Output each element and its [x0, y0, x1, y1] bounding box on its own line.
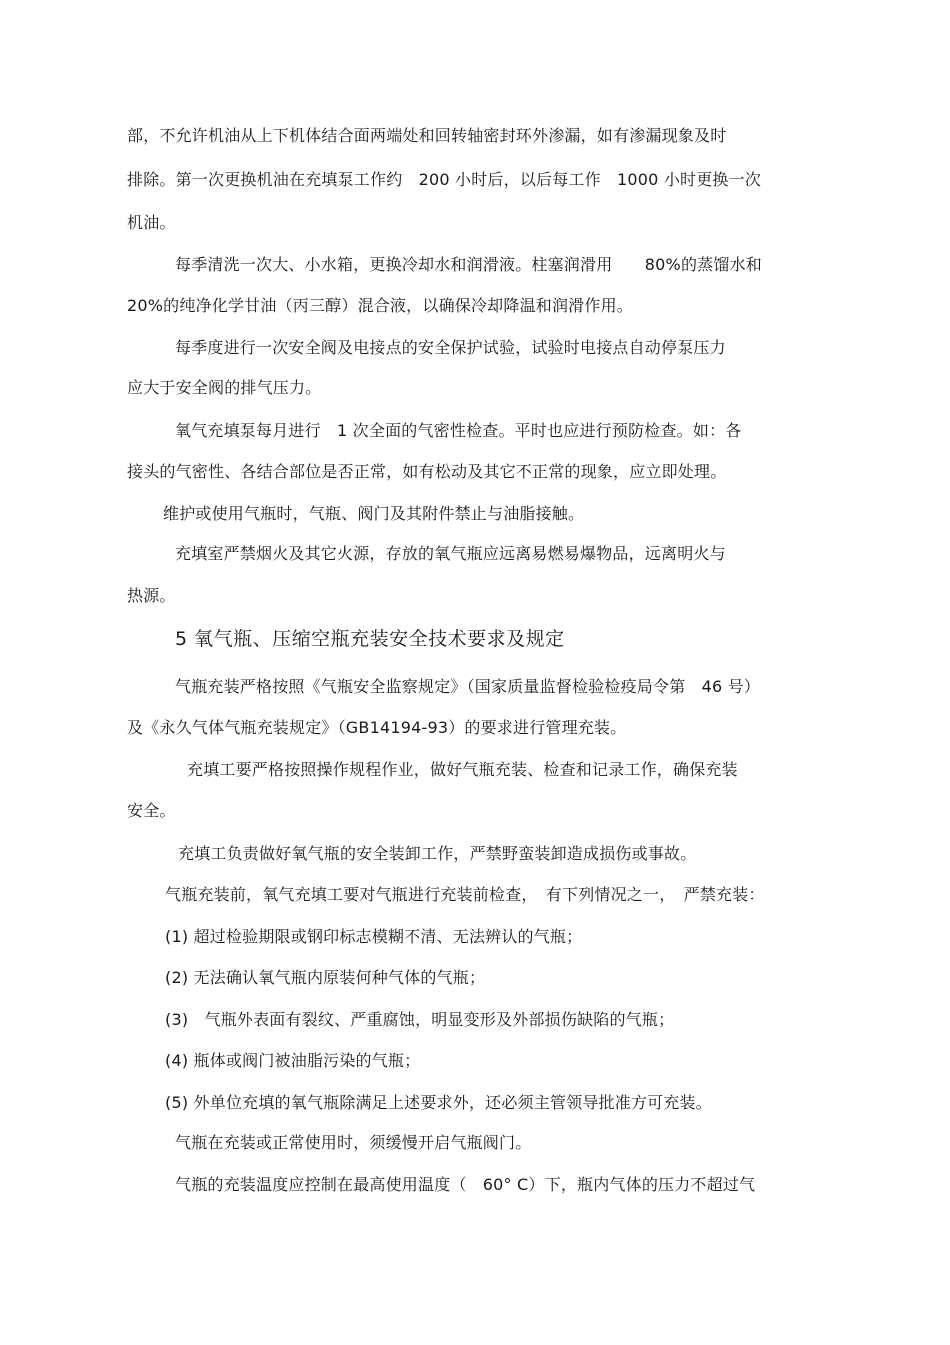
text-line: 20%的纯净化学甘油（丙三醇）混合液，以确保冷却降温和润滑作用。: [127, 296, 633, 315]
text-line: 机油。: [127, 213, 176, 232]
list-item: (4) 瓶体或阀门被油脂污染的气瓶；: [165, 1051, 421, 1070]
text-line: 充填室严禁烟火及其它火源，存放的氧气瓶应远离易燃易爆物品，远离明火与: [175, 544, 726, 563]
list-item: (5) 外单位充填的氧气瓶除满足上述要求外，还必须主管领导批准方可充装。: [165, 1093, 712, 1112]
text-line: 气瓶充装严格按照《气瓶安全监察规定》（国家质量监督检验检疫局令第 46 号）: [175, 677, 761, 696]
text-line: 气瓶的充装温度应控制在最高使用温度（ 60° C）下，瓶内气体的压力不超过气: [175, 1175, 756, 1194]
text-line: 热源。: [127, 586, 176, 605]
list-item: (3) 气瓶外表面有裂纹、严重腐蚀，明显变形及外部损伤缺陷的气瓶；: [165, 1010, 675, 1029]
text-line: 充填工负责做好氧气瓶的安全装卸工作，严禁野蛮装卸造成损伤或事故。: [178, 844, 697, 863]
text-line: 应大于安全阀的排气压力。: [127, 378, 322, 397]
section-heading: 5 氧气瓶、压缩空瓶充装安全技术要求及规定: [175, 628, 565, 650]
text-line: 部，不允许机油从上下机体结合面两端处和回转轴密封环外渗漏，如有渗漏现象及时: [127, 126, 727, 145]
text-line: 氧气充填泵每月进行 1 次全面的气密性检查。平时也应进行预防检查。如：各: [175, 421, 742, 440]
list-item: (1) 超过检验期限或钢印标志模糊不清、无法辨认的气瓶；: [165, 927, 583, 946]
text-line: 排除。第一次更换机油在充填泵工作约 200 小时后，以后每工作 1000 小时更换一次: [127, 170, 762, 189]
text-line: 安全。: [127, 801, 176, 820]
text-line: 气瓶充装前，氧气充填工要对气瓶进行充装前检查， 有下列情况之一， 严禁充装：: [165, 885, 765, 904]
text-line: 每季度进行一次安全阀及电接点的安全保护试验，试验时电接点自动停泵压力: [175, 338, 726, 357]
list-item: (2) 无法确认氧气瓶内原装何种气体的气瓶；: [165, 968, 486, 987]
text-line: 充填工要严格按照操作规程作业，做好气瓶充装、检查和记录工作，确保充装: [187, 760, 738, 779]
text-line: 维护或使用气瓶时，气瓶、阀门及其附件禁止与油脂接触。: [163, 504, 585, 523]
text-line: 气瓶在充装或正常使用时，须缓慢开启气瓶阀门。: [175, 1133, 532, 1152]
text-line: 及《永久气体气瓶充装规定》（GB14194-93）的要求进行管理充装。: [127, 718, 627, 737]
text-line: 接头的气密性、各结合部位是否正常，如有松动及其它不正常的现象，应立即处理。: [127, 462, 727, 481]
text-line: 每季清洗一次大、小水箱，更换冷却水和润滑液。柱塞润滑用 80%的蒸馏水和: [175, 255, 762, 274]
